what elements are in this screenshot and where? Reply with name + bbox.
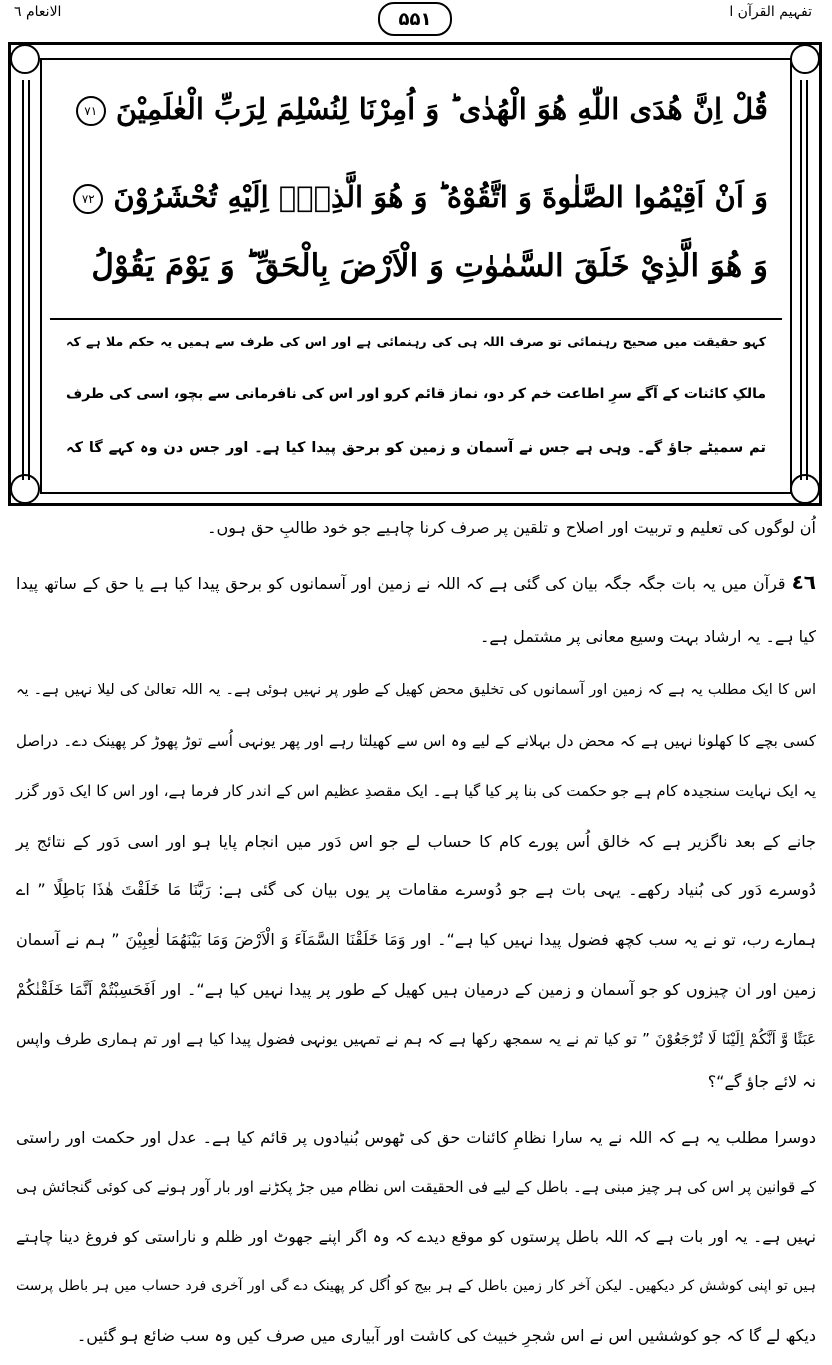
note-line: جانے کے بعد ناگزیر ہے کہ خالق اُس پورے کام کا حساب لے جو اس دَور میں انجام پایا ہو اور اسی دَور کے نتائج پر: [16, 832, 816, 851]
translation-line: تم سمیٹے جاؤ گے۔ وہی ہے جس نے آسمان و زمین کو برحق پیدا کیا ہے۔ اور جس دن وہ کہے گا کہ: [66, 440, 766, 456]
note-line: اس کا ایک مطلب یہ ہے کہ زمین اور آسمانوں کی تخلیق محض کھیل کے طور پر نہیں ہوئی ہے۔ یہ اللہ تعالیٰ کی لیلا نہیں ہے۔ یہ: [16, 682, 816, 698]
note-line: اُن لوگوں کی تعلیم و تربیت اور اصلاح و تلقین پر صرف کرنا چاہیے جو خود طالبِ حق ہوں۔: [207, 518, 816, 537]
note-line: دوسرا مطلب یہ ہے کہ اللہ نے یہ سارا نظامِ کائنات حق کی ٹھوس بُنیادوں پر قائم کیا ہے۔ عدل اور حکمت اور راستی: [16, 1128, 816, 1147]
frame-corner-ornament: [790, 44, 820, 74]
translation-line: مالکِ کائنات کے آگے سرِ اطاعت خم کر دو، نماز قائم کرو اور اس کی نافرمانی سے بچو، اسی کی طرف: [66, 386, 766, 402]
note-line: ہیں تو اپنی کوشش کر دیکھیں۔ لیکن آخر کار زمین باطل کے ہر بیج کو اُگل کر پھینک دے گی اور آخری فرد حساب میں ہر باطل پرست: [16, 1278, 816, 1294]
ayah-number-marker: ٧٢: [73, 184, 103, 214]
quran-line: [68, 92, 768, 126]
frame-pillar: [800, 80, 808, 480]
note-line: یہ ایک نہایت سنجیدہ کام ہے جو حکمت کی بنا پر کیا گیا ہے۔ ایک مقصدِ عظیم اس کے اندر کار فرما ہے، اور اس کا ایک دَور گزر: [16, 782, 816, 800]
page-number: ۵۵۱: [378, 2, 452, 36]
quran-line: [68, 180, 768, 214]
frame-pillar: [22, 80, 30, 480]
divider: [50, 318, 782, 320]
note-line: [16, 570, 816, 594]
ayah-number-marker: ٧١: [76, 96, 106, 126]
note-line: دیکھ لے گا کہ جو کوششیں اس نے اس شجرِ خبیث کی کاشت اور آبیاری میں صرف کیں وہ سب ضائع ہو گئیں۔: [76, 1326, 816, 1345]
note-line: دُوسرے دَور کی بُنیاد رکھے۔ یہی بات ہے جو دُوسرے مقامات پر یوں بیان کی گئی ہے: رَبَّنَا مَا خَلَقْتَ هٰذَا بَاطِلًا ” اے: [16, 880, 816, 899]
note-line: کسی بچے کا کھلونا نہیں ہے کہ محض دل بہلانے کے لیے وہ اس سے کھیلتا رہے اور پھر یونہی اُسے توڑ پھوڑ کر پھینک دے۔ دراصل: [16, 732, 816, 750]
footnote-number: ٤٦: [791, 570, 816, 594]
frame-corner-ornament: [10, 44, 40, 74]
translation-line: کہو حقیقت میں صحیح رہنمائی تو صرف اللہ ہی کی رہنمائی ہے اور اس کی طرف سے ہمیں یہ حکم ملا ہے کہ: [66, 334, 766, 349]
note-line: عَبَثًا وَّ اَنَّكُمْ اِلَيْنَا لَا تُرْجَعُوْنَ ” تو کیا تم نے یہ سمجھ رکھا ہے کہ ہم نے تمہیں یونہی فضول پیدا کیا ہے اور تم ہماری طرف واپس: [16, 1030, 816, 1048]
note-line: نہ لائے جاؤ گے“؟: [707, 1072, 816, 1091]
note-line: کیا ہے۔ یہ ارشاد بہت وسیع معانی پر مشتمل ہے۔: [479, 627, 816, 646]
quran-text: قُلْ اِنَّ هُدَى اللّٰهِ هُوَ الْهُدٰى ؕ وَ اُمِرْنَا لِنُسْلِمَ لِرَبِّ الْعٰلَمِيْنَ: [115, 92, 768, 126]
note-line: کے قوانین پر اس کی ہر چیز مبنی ہے۔ باطل کے لیے فی الحقیقت اس نظام میں جڑ پکڑنے اور بار آور ہونے کی کوئی گنجائش ہی: [16, 1178, 816, 1196]
note-line: نہیں ہے۔ یہ اور بات ہے کہ اللہ باطل پرستوں کو موقع دیدے کہ وہ اگر اپنے جھوٹ اور ظلم و ناراستی کو فروغ دینا چاہتے: [16, 1228, 816, 1246]
quran-text: وَ اَنْ اَقِيْمُوا الصَّلٰوةَ وَ اتَّقُوْهُ ؕ وَ هُوَ الَّذِيْۤ اِلَيْهِ تُحْشَرُوْنَ: [113, 180, 768, 214]
note-line: زمین اور ان چیزوں کو جو آسمان و زمین کے درمیان ہیں کھیل کے طور پر پیدا نہیں کیا ہے“۔ اور اَفَحَسِبْتُمْ اَنَّمَا خَلَقْنٰكُمْ: [16, 980, 816, 999]
quran-text: وَ هُوَ الَّذِيْ خَلَقَ السَّمٰوٰتِ وَ الْاَرْضَ بِالْحَقِّ ؕ وَ يَوْمَ يَقُوْلُ: [91, 248, 768, 284]
note-text: قرآن میں یہ بات جگہ جگہ بیان کی گئی ہے کہ اللہ نے زمین اور آسمانوں کو برحق پیدا کیا ہے یا حق کے ساتھ پیدا: [16, 574, 786, 593]
quran-line: [68, 248, 768, 284]
note-line: ہمارے رب، تو نے یہ سب کچھ فضول پیدا نہیں کیا ہے“۔ اور وَمَا خَلَقْنَا السَّمَآءَ وَ الْاَرْضَ وَمَا بَيْنَهُمَا لٰعِبِيْنَ ” ہم نے آسمان: [16, 930, 816, 949]
surah-name: الانعام ٦: [14, 4, 62, 20]
running-title: تفہیم القرآن ا: [729, 4, 812, 20]
